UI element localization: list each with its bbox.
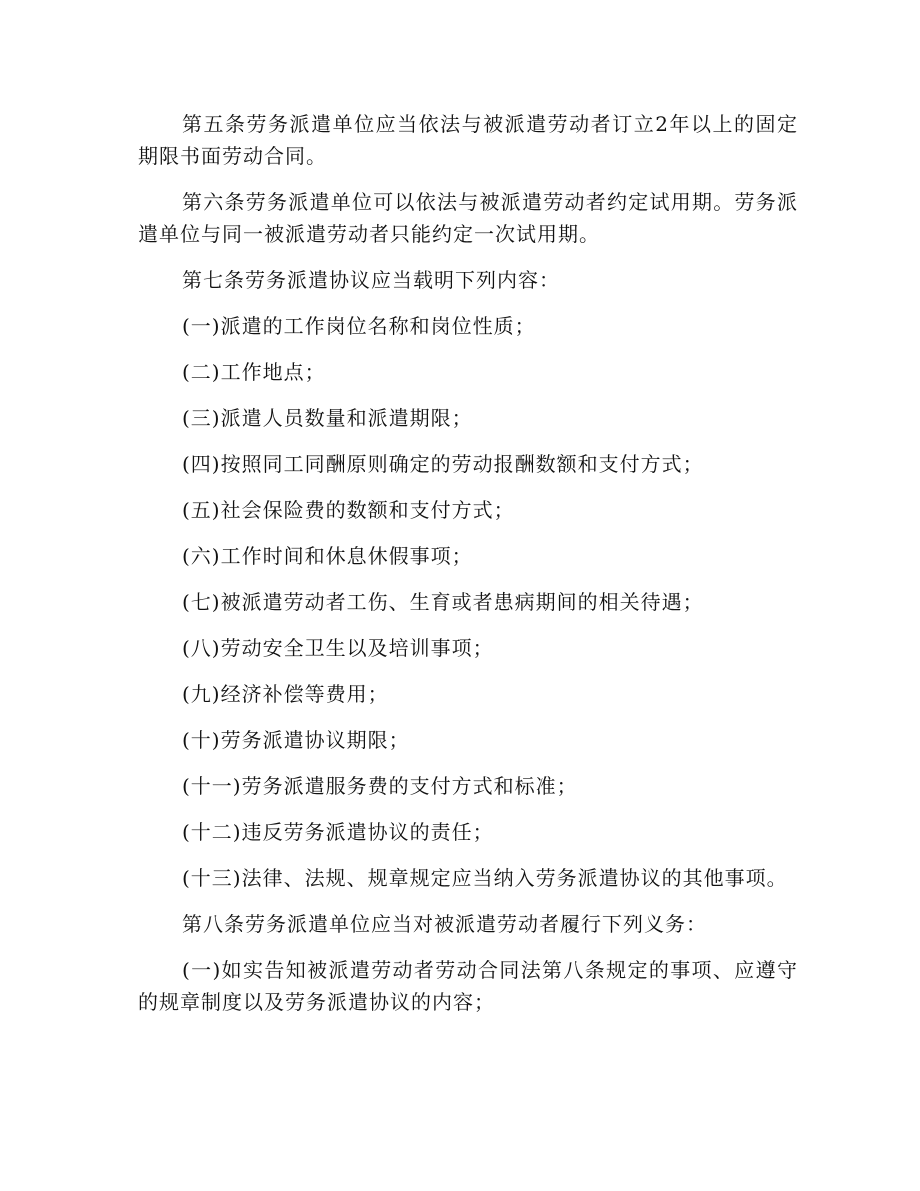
- article-7-item-11: (十一)劳务派遣服务费的支付方式和标准；: [182, 774, 578, 798]
- article-7-item-13: (十三)法律、法规、规章规定应当纳入劳务派遣协议的其他事项。: [182, 866, 788, 890]
- article-7-item-8: (八)劳动安全卫生以及培训事项；: [182, 636, 494, 660]
- article-7-item-12: (十二)违反劳务派遣协议的责任；: [182, 820, 494, 844]
- article-7-item-3: (三)派遣人员数量和派遣期限；: [182, 406, 473, 430]
- article-8-heading: 第八条劳务派遣单位应当对被派遣劳动者履行下列义务：: [182, 912, 707, 936]
- article-7-item-10: (十)劳务派遣协议期限；: [182, 728, 410, 752]
- article-8-item-1: (一)如实告知被派遣劳动者劳动合同法第八条规定的事项、应遵守的规章制度以及劳务派遣协议的内容；: [138, 958, 798, 1014]
- article-7-item-9: (九)经济补偿等费用；: [182, 682, 389, 706]
- article-5-paragraph: 第五条劳务派遣单位应当依法与被派遣劳动者订立2年以上的固定期限书面劳动合同。: [138, 112, 798, 168]
- article-7-item-2: (二)工作地点；: [182, 360, 326, 384]
- article-7-item-1: (一)派遣的工作岗位名称和岗位性质；: [182, 314, 536, 338]
- article-7-item-6: (六)工作时间和休息休假事项；: [182, 544, 473, 568]
- article-7-item-4: (四)按照同工同酬原则确定的劳动报酬数额和支付方式；: [182, 452, 704, 476]
- article-6-paragraph: 第六条劳务派遣单位可以依法与被派遣劳动者约定试用期。劳务派遣单位与同一被派遣劳动者只能约定一次试用期。: [138, 190, 798, 246]
- article-7-item-5: (五)社会保险费的数额和支付方式；: [182, 498, 515, 522]
- article-7-item-7: (七)被派遣劳动者工伤、生育或者患病期间的相关待遇；: [182, 590, 704, 614]
- document-body: [138, 108, 798, 1032]
- article-7-heading: 第七条劳务派遣协议应当载明下列内容：: [182, 268, 560, 292]
